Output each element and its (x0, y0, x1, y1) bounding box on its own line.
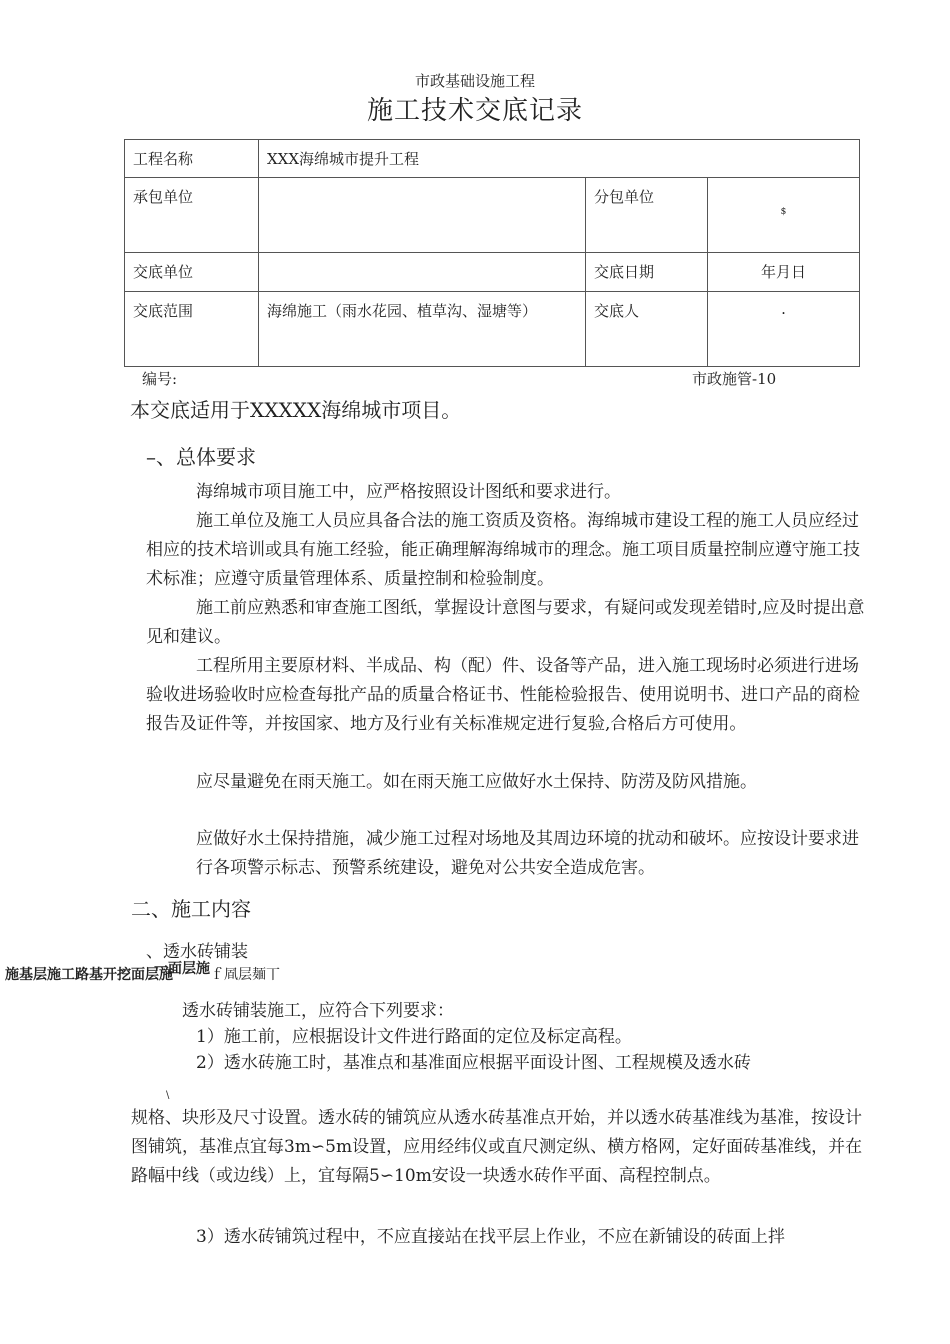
contractor-label: 承包单位 (125, 178, 259, 253)
table-row (125, 140, 860, 178)
scope-value: 海绵施工（雨水花园、植草沟、湿塘等） (259, 292, 586, 367)
briefing-unit-value (259, 253, 586, 292)
presenter-label: 交底人 (586, 292, 708, 367)
section2-lead: 透水砖铺装施工，应符合下列要求： (182, 1001, 454, 1021)
project-name-label: 工程名称 (125, 140, 259, 178)
overlay-text-a: 一面层施 (154, 961, 210, 977)
number-label: 编号: (142, 370, 178, 388)
section1-paragraph-3: 施工前应熟悉和审查施工图纸，掌握设计意图与要求，有疑问或发现差错时,应及时提出意见和建议。 (146, 598, 865, 647)
overlay-text-c: ｆ凮层麺丅 (210, 967, 280, 983)
section2-item-1: 1）施工前，应根据设计文件进行路面的定位及标定高程。 (196, 1027, 632, 1047)
presenter-value: . (708, 292, 860, 367)
project-name-value: XXX海绵城市提升工程 (259, 140, 860, 178)
briefing-date-value: 年月日 (708, 253, 860, 292)
subcontractor-label: 分包单位 (586, 178, 708, 253)
section2-item-2: 2）透水砖施工时，基准点和基准面应根据平面设计图、工程规模及透水砖 (196, 1053, 751, 1073)
document-subtitle: 市政基础设施工程 (414, 72, 535, 90)
overlay-text-b: 施基层施工路基开挖面层施 (5, 967, 173, 983)
document-title: 施工技术交底记录 (366, 96, 583, 126)
section2-heading: 二、施工内容 (131, 897, 251, 921)
section1-paragraph-1: 海绵城市项目施工中，应严格按照设计图纸和要求进行。 (196, 482, 621, 502)
section2-item-3: 3）透水砖铺筑过程中，不应直接站在找平层上作业，不应在新铺设的砖面上拌 (196, 1227, 785, 1247)
table-row (125, 253, 860, 292)
briefing-date-label: 交底日期 (586, 253, 708, 292)
section1-heading: –、总体要求 (146, 445, 256, 469)
section1-paragraph-6: 应做好水土保持措施，减少施工过程对场地及其周边环境的扰动和破坏。应按设计要求进行各项警示标志、预警系统建设，避免对公共安全造成危害。 (196, 829, 859, 878)
briefing-unit-label: 交底单位 (125, 253, 259, 292)
subcontractor-mark: $ (780, 207, 787, 217)
table-row (125, 178, 860, 253)
contractor-value (259, 178, 586, 253)
scope-label: 交底范围 (125, 292, 259, 367)
section1-paragraph-5: 应尽量避免在雨天施工。如在雨天施工应做好水土保持、防涝及防风措施。 (196, 772, 757, 792)
section2-continuation: 规格、块形及尺寸设置。透水砖的铺筑应从透水砖基准点开始，并以透水砖基准线为基准，按设计图铺筑，基准点宜每3m∽5m设置，应用经纬仪或直尺测定纵、横方格网，定好面砖基准线，并在路幅中线（或边线）上，宜每隔5∽10m安设一块透水砖作平面、高程控制点。 (131, 1108, 863, 1186)
subcontractor-value (708, 178, 860, 253)
stray-mark: \ (166, 1090, 170, 1101)
section1-paragraph-2: 施工单位及施工人员应具备合法的施工资质及资格。海绵城市建设工程的施工人员应经过相应的技术培训或具有施工经验，能正确理解海绵城市的理念。施工项目质量控制应遵守施工技术标准；应遵守质量管理体系、质量控制和检验制度。 (146, 511, 860, 589)
section2-subheading: 、透水砖铺装 (146, 942, 248, 962)
table-row (125, 292, 860, 367)
info-table (124, 139, 860, 367)
section1-paragraph-4: 工程所用主要原材料、半成品、构（配）件、设备等产品，进入施工现场时必须进行进场验收进场验收时应检查每批产品的质量合格证书、性能检验报告、使用说明书、进口产品的商检报告及证件等，并按国家、地方及行业有关标准规定进行复验,合格后方可使用。 (146, 656, 860, 734)
form-code: 市政施管-10 (692, 370, 777, 388)
intro-line: 本交底适用于XXXXX海绵城市项目。 (130, 398, 462, 422)
